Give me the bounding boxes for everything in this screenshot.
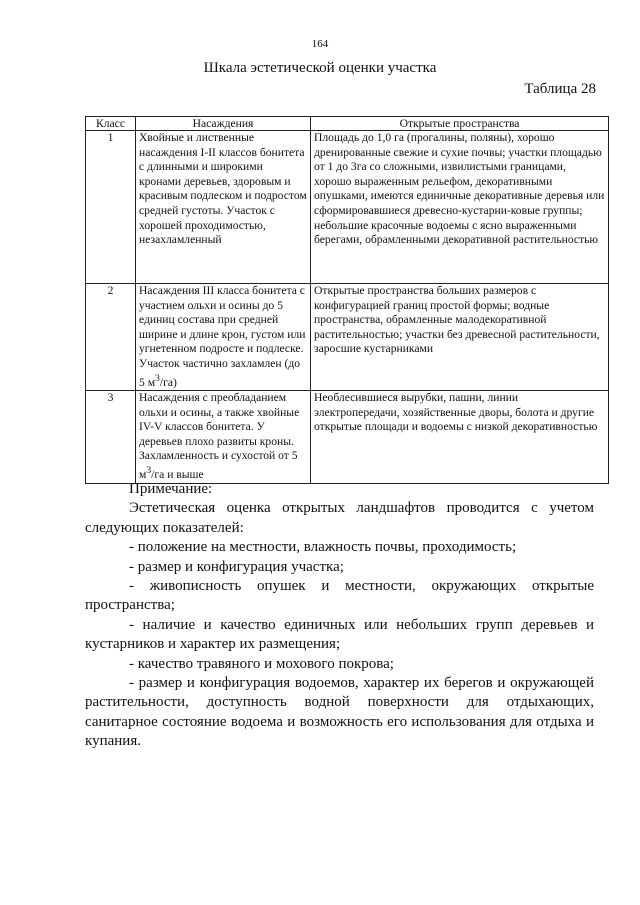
note-item: - размер и конфигурация водоемов, характер их берегов и окружающей растительности, доступность водной поверхности для отдыхающих, санитарное состояние водоема и возможность его использования для отдыха и купания. [85,675,594,750]
superscript: 3 [155,372,160,384]
cell-plantings-text: Насаждения с преобладанием ольхи и осины, а также хвойные IV-V классов бонитета. У деревьев плохо развиты кроны. Захламленность и сухостой от 5 м [139,391,300,481]
note-intro: Эстетическая оценка открытых ландшафтов проводится с учетом следующих показателей: [85,500,594,536]
header-plantings: Насаждения [136,117,311,131]
cell-open-spaces: Необлесившиеся вырубки, пашни, линии электропередачи, хозяйственные дворы, болота и другие открытые площади и водоемы с низкой декоративностью [311,391,609,484]
cell-open-spaces: Площадь до 1,0 га (прогалины, поляны), хорошо дренированные свежие и сухие почвы; участки площадью от 1 до 3га со сложными, извилистыми границами, хорошо выраженным рельефом, декоративными опушками, имеются единичные декоративные деревья или сформировавшиеся древесно-кустарни-ковые группы; небольшие красочные водоемы с ясно выраженными берегами, обрамленными декоративной растительностью [311,131,609,284]
cell-plantings-unit: /га и выше [151,467,204,481]
header-open-spaces: Открытые пространства [311,117,609,131]
cell-class: 3 [86,391,136,484]
cell-plantings: Хвойные и лиственные насаждения I-II классов бонитета с длинными и широкими кронами деревьев, здоровым и красивым подлеском и подростом средней густоты. Участок с хорошей проходимостью, незахламленный [136,131,311,284]
cell-plantings-unit: /га) [159,375,177,389]
header-class: Класс [86,117,136,131]
note-heading: Примечание: [129,481,213,497]
note-item: - живописность опушек и местности, окружающих открытые пространства; [85,578,594,614]
cell-open-spaces: Открытые пространства больших размеров с конфигурацией границ простой формы; водные пространства, обрамленные малодекоративной растительностью; участки без древесной растительности, заросшие кустарниками [311,284,609,391]
cell-class: 1 [86,131,136,284]
cell-plantings [136,391,311,484]
table-header-row [86,117,609,131]
page-number: 164 [311,38,329,50]
cell-plantings [136,284,311,391]
table-row [86,131,609,284]
cell-plantings-text: Насаждения III класса бонитета с участием ольхи и осины до 5 единиц состава при средней ширине и длине крон, густом или угнетенном подросте и подлеске. Участок частично захламлен (до 5 м [139,284,306,389]
table-label: Таблица 28 [524,81,596,97]
table-row [86,391,609,484]
document-title: Шкала эстетической оценки участка [203,60,437,76]
superscript: 3 [146,464,152,476]
note-item: - положение на местности, влажность почвы, проходимость; [129,539,517,556]
note-item: - качество травяного и мохового покрова; [129,655,394,672]
note-section [85,480,594,752]
cell-class: 2 [86,284,136,391]
table-row [86,284,609,391]
note-item: - размер и конфигурация участка; [129,558,344,575]
aesthetic-scale-table [85,116,609,484]
note-item: - наличие и качество единичных или небольших групп деревьев и кустарников и характер их размещения; [85,616,594,653]
